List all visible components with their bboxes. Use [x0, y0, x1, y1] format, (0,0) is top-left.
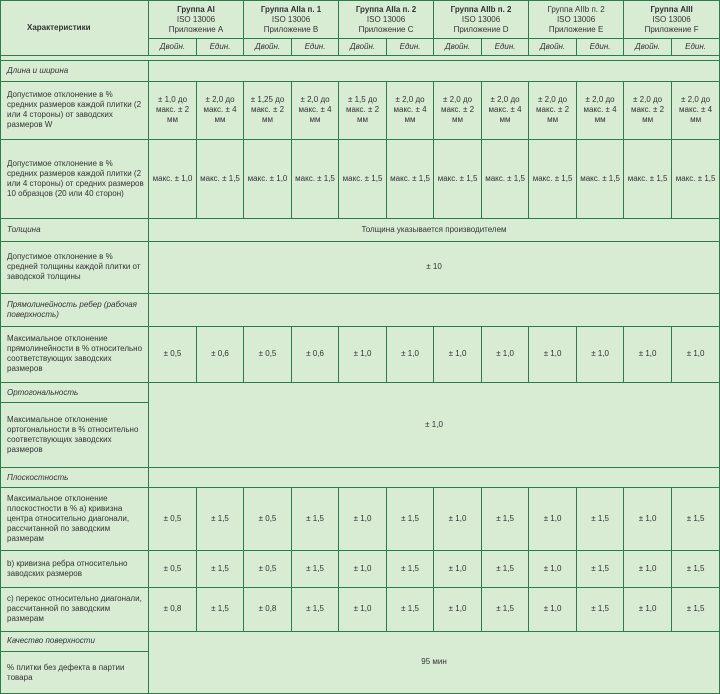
- cell-value-span: ± 1,0: [149, 382, 720, 467]
- cell-value: ± 1,5: [672, 488, 720, 550]
- cell-value: ± 1,0: [577, 326, 624, 382]
- cell-value: макс. ± 1,5: [672, 140, 720, 219]
- cell-value: ± 1,5: [197, 550, 244, 587]
- row-label-orthogonality: Максимальное отклонение ортогональности в % относительно соответствующих заводских размеров: [1, 403, 149, 467]
- cell-value: ± 1,5: [672, 588, 720, 632]
- row-label-flatness-edge: b) кривизна ребра относительно заводских размеров: [1, 550, 149, 587]
- cell-value: ± 1,5: [387, 550, 434, 587]
- cell-value: ± 1,0: [434, 550, 482, 587]
- table-row: [1, 550, 720, 587]
- cell-value: ± 0,5: [149, 550, 197, 587]
- cell-value: ± 0,5: [149, 326, 197, 382]
- group-header-aiia-1: Группа AIIa п. 1 ISO 13006 Приложение B: [244, 1, 339, 39]
- cell-value: ± 1,0: [624, 488, 672, 550]
- cell-value: ± 0,8: [149, 588, 197, 632]
- cell-value: ± 1,0: [529, 326, 577, 382]
- cell-value: ± 1,5: [482, 488, 529, 550]
- cell-value: ± 1,0: [482, 326, 529, 382]
- cell-value: ± 1,5: [482, 588, 529, 632]
- cell-value: макс. ± 1,5: [434, 140, 482, 219]
- row-label-defect-free: % плитки без дефекта в партии товара: [1, 652, 149, 694]
- cell-value: макс. ± 1,5: [482, 140, 529, 219]
- row-label-flatness-center: Максимальное отклонение плоскостности в % a) кривизна центра относительно диагонали, рассчитанной по заводским размерам: [1, 488, 149, 550]
- cell-value: ± 0,6: [292, 326, 339, 382]
- cell-value: макс. ± 1,0: [149, 140, 197, 219]
- cell-value-span: 95 мин: [149, 631, 720, 693]
- sub-header-double: Двойн.: [244, 39, 292, 56]
- group-header-aiia-2: Группа AIIa п. 2 ISO 13006 Приложение C: [339, 1, 434, 39]
- cell-value: ± 1,5: [197, 488, 244, 550]
- cell-value: макс. ± 1,5: [197, 140, 244, 219]
- cell-value: ± 0,5: [244, 488, 292, 550]
- cell-value: ± 0,8: [244, 588, 292, 632]
- sub-header-single: Един.: [292, 39, 339, 56]
- sub-header-double: Двойн.: [339, 39, 387, 56]
- cell-value: ± 2,0 до макс. ± 4 мм: [292, 81, 339, 139]
- cell-value: ± 1,0: [624, 326, 672, 382]
- cell-value: ± 1,0: [434, 488, 482, 550]
- cell-value: ± 0,5: [244, 550, 292, 587]
- cell-value: ± 1,0: [434, 588, 482, 632]
- row-label-size-deviation: Допустимое отклонение в % средних размеров каждой плитки (2 или 4 стороны) от заводских размеров W: [1, 81, 149, 139]
- cell-value: ± 1,0: [624, 588, 672, 632]
- sub-header-single: Един.: [387, 39, 434, 56]
- cell-value: ± 0,5: [244, 326, 292, 382]
- cell-value: ± 1,0: [434, 326, 482, 382]
- section-straightness: Прямолинейность ребер (рабочая поверхность): [1, 293, 149, 326]
- cell-value: макс. ± 1,0: [244, 140, 292, 219]
- cell-value: ± 1,5: [482, 550, 529, 587]
- cell-value: ± 2,0 до макс. ± 2 мм: [624, 81, 672, 139]
- cell-value: ± 1,5: [577, 588, 624, 632]
- cell-value: ± 1,0: [672, 326, 720, 382]
- sub-header-double: Двойн.: [149, 39, 197, 56]
- group-header-aiib-e: Группа AIIb п. 2 ISO 13006 Приложение E: [529, 1, 624, 39]
- table-row: [1, 241, 720, 293]
- cell-value: ± 1,5: [292, 488, 339, 550]
- cell-value: ± 1,5: [387, 488, 434, 550]
- cell-value: ± 1,0: [339, 550, 387, 587]
- cell-value: ± 1,0: [529, 550, 577, 587]
- table-row: [1, 140, 720, 219]
- cell-value: ± 1,0: [529, 588, 577, 632]
- cell-value: ± 1,0: [624, 550, 672, 587]
- sub-header-single: Един.: [482, 39, 529, 56]
- cell-value: ± 2,0 до макс. ± 4 мм: [387, 81, 434, 139]
- cell-value: ± 1,5: [577, 488, 624, 550]
- sub-header-single: Един.: [577, 39, 624, 56]
- sub-header-double: Двойн.: [434, 39, 482, 56]
- group-header-aiib-d: Группа AIIb п. 2 ISO 13006 Приложение D: [434, 1, 529, 39]
- cell-value: макс. ± 1,5: [339, 140, 387, 219]
- section-surface-quality: Качество поверхности: [1, 631, 149, 652]
- row-label-flatness-warp: c) перекос относительно диагонали, рассчитанной по заводским размерам: [1, 588, 149, 632]
- cell-value: ± 2,0 до макс. ± 4 мм: [672, 81, 720, 139]
- characteristics-header: Характеристики: [1, 1, 149, 56]
- cell-value: ± 1,5: [292, 550, 339, 587]
- cell-value: ± 2,0 до макс. ± 2 мм: [434, 81, 482, 139]
- cell-value: ± 0,6: [197, 326, 244, 382]
- row-label-thickness-deviation: Допустимое отклонение в % средней толщины каждой плитки от заводской толщины: [1, 241, 149, 293]
- cell-value: макс. ± 1,5: [387, 140, 434, 219]
- sub-header-single: Един.: [672, 39, 720, 56]
- group-header-ai: Группа AI ISO 13006 Приложение A: [149, 1, 244, 39]
- table-row: [1, 588, 720, 632]
- cell-value: ± 1,0: [339, 326, 387, 382]
- section-length-width: Длина и ширина: [1, 61, 149, 82]
- cell-value: ± 2,0 до макс. ± 4 мм: [482, 81, 529, 139]
- cell-value: макс. ± 1,5: [529, 140, 577, 219]
- cell-value: ± 2,0 до макс. ± 4 мм: [197, 81, 244, 139]
- cell-value: ± 1,5 до макс. ± 2 мм: [339, 81, 387, 139]
- cell-value: ± 2,0 до макс. ± 4 мм: [577, 81, 624, 139]
- cell-value: ± 2,0 до макс. ± 2 мм: [529, 81, 577, 139]
- cell-value: макс. ± 1,5: [577, 140, 624, 219]
- cell-value: ± 1,0: [529, 488, 577, 550]
- section-orthogonality: Ортогональность: [1, 382, 149, 403]
- thickness-note: Толщина указывается производителем: [149, 218, 720, 241]
- sub-header-single: Един.: [197, 39, 244, 56]
- cell-value: макс. ± 1,5: [292, 140, 339, 219]
- cell-value: ± 1,0 до макс. ± 2 мм: [149, 81, 197, 139]
- sub-header-double: Двойн.: [624, 39, 672, 56]
- section-flatness: Плоскостность: [1, 467, 149, 488]
- row-label-avg-deviation: Допустимое отклонение в % средних размеров каждой плитки (2 или 4 стороны) от средних размеров 10 образцов (20 или 40 сторон): [1, 140, 149, 219]
- cell-value: макс. ± 1,5: [624, 140, 672, 219]
- cell-value: ± 1,5: [292, 588, 339, 632]
- table-row: [1, 326, 720, 382]
- section-thickness: Толщина: [1, 218, 149, 241]
- cell-value: ± 1,5: [387, 588, 434, 632]
- cell-value: ± 1,5: [197, 588, 244, 632]
- cell-value-span: ± 10: [149, 241, 720, 293]
- cell-value: ± 0,5: [149, 488, 197, 550]
- sub-header-double: Двойн.: [529, 39, 577, 56]
- cell-value: ± 1,5: [577, 550, 624, 587]
- cell-value: ± 1,0: [339, 488, 387, 550]
- row-label-straightness: Максимальное отклонение прямолинейности в % относительно соответствующих заводских размеров: [1, 326, 149, 382]
- cell-value: ± 1,0: [339, 588, 387, 632]
- cell-value: ± 1,25 до макс. ± 2 мм: [244, 81, 292, 139]
- group-header-aiii: Группа AIII ISO 13006 Приложение F: [624, 1, 720, 39]
- table-row: [1, 488, 720, 550]
- cell-value: ± 1,0: [387, 326, 434, 382]
- cell-value: ± 1,5: [672, 550, 720, 587]
